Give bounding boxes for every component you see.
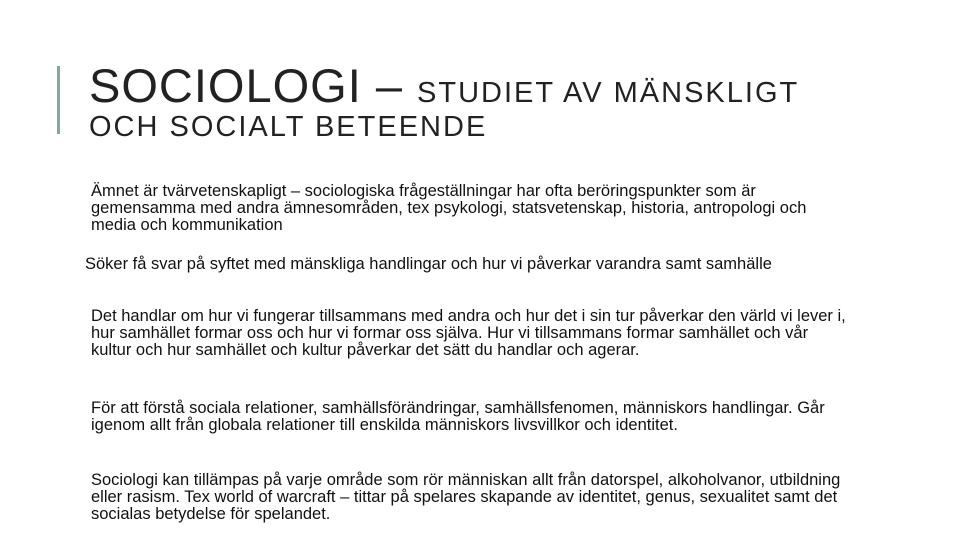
- paragraph-purpose: Söker få svar på syftet med mänskliga handlingar och hur vi påverkar varandra samt samhälle: [85, 255, 772, 273]
- paragraph-understanding: För att förstå sociala relationer, samhällsförändringar, samhällsfenomen, människors handlingar. Går igenom allt från globala relationer till enskilda människors livsvillkor och identitet.: [91, 399, 825, 434]
- paragraph-application: Sociologi kan tillämpas på varje område som rör människan allt från datorspel, alkoholvanor, utbildning eller rasism. Tex world of warcraft – tittar på spelares skapande av identitet, genus, sexualitet samt det socialas betydelse för spelandet.: [91, 471, 841, 523]
- slide-title: [89, 59, 909, 143]
- slide-title-line1: [89, 59, 909, 112]
- slide-title-dash: –: [361, 59, 418, 112]
- title-accent-bar: [57, 66, 60, 134]
- slide-title-main: SOCIOLOGI: [89, 59, 362, 112]
- slide-title-rest-line1: STUDIET AV MÄNSKLIGT: [417, 77, 800, 109]
- paragraph-interdisciplinary: Ämnet är tvärvetenskapligt – sociologiska frågeställningar har ofta beröringspunkter som är gemensamma med andra ämnesområden, tex psykologi, statsvetenskap, historia, antropologi och media och kommunikation: [91, 182, 807, 234]
- slide-title-rest-line2: OCH SOCIALT BETEENDE: [89, 111, 488, 143]
- paragraph-together: Det handlar om hur vi fungerar tillsammans med andra och hur det i sin tur påverkar den värld vi lever i, hur samhället formar oss och hur vi formar oss själva. Hur vi tillsammans formar samhället och vår kultur och hur samhället och kultur påverkar det sätt du handlar och agerar.: [91, 307, 846, 359]
